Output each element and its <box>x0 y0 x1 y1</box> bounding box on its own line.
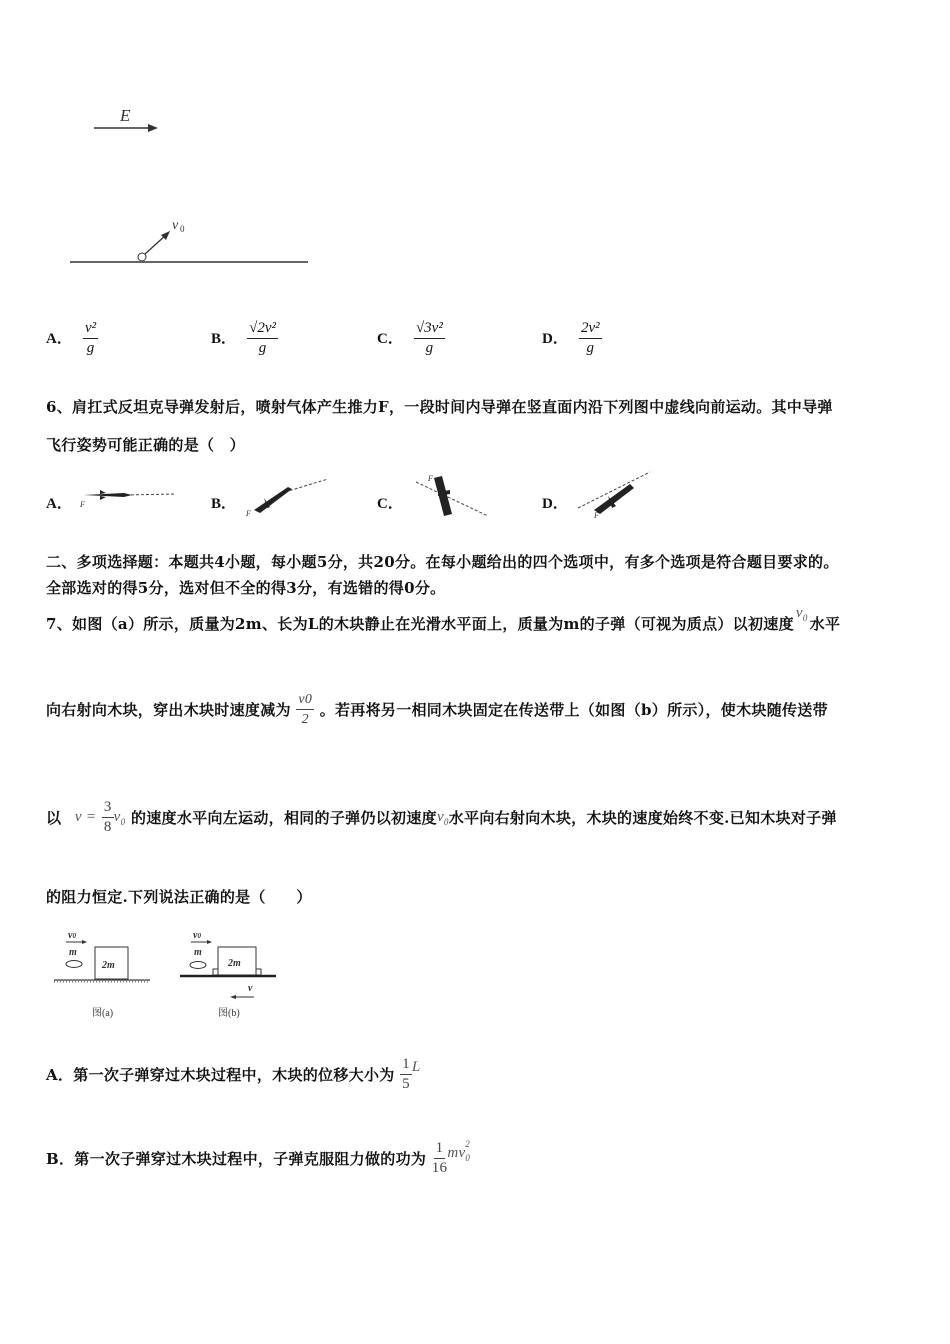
q6-option-a-label[interactable]: A． <box>46 496 72 512</box>
figure-a <box>54 930 150 1019</box>
q6-option-c-label[interactable]: C． <box>377 496 403 512</box>
option-label: A． <box>46 331 72 347</box>
section2-line1: 二、多项选择题：本题共4小题，每小题5分，共20分。在每小题给出的四个选项中，有多个选项是符合题目要求的。 <box>46 553 839 571</box>
q6-question-line1: 6、肩扛式反坦克导弹发射后，喷射气体产生推力F，一段时间内导弹在竖直面内沿下列图中虚线向前运动。其中导弹 <box>46 398 833 416</box>
q6-question-line2: 飞行姿势可能正确的是（ ） <box>46 436 245 454</box>
q6-option-d-label[interactable]: D． <box>542 496 568 512</box>
svg-text:m: m <box>194 947 202 958</box>
q6-missile-a <box>76 478 176 514</box>
q5-option-c[interactable] <box>377 320 445 357</box>
q5-option-b[interactable] <box>211 320 278 357</box>
q7-line4: 的阻力恒定.下列说法正确的是（ ） <box>46 888 312 906</box>
field-label: E <box>120 106 131 125</box>
q5-figure <box>60 95 320 270</box>
svg-text:v0: v0 <box>193 930 201 941</box>
q6-missile-b <box>240 474 330 520</box>
velocity-sub: 0 <box>180 224 185 234</box>
q7-line1: 7、如图（a）所示，质量为2m、长为L的木块静止在光滑水平面上，质量为m的子弹（可视为质点）以初速度$v_0$ 水平 <box>46 605 841 633</box>
option-fraction: $\frac{\text{√2v²}}{g}$ <box>249 320 276 356</box>
option-label: D． <box>542 331 568 347</box>
svg-text:2m: 2m <box>228 958 241 969</box>
q6-missile-c <box>412 470 492 520</box>
q7-option-b[interactable]: B．第一次子弹穿过木块过程中，子弹克服阻力做的功为 $\frac{1}{16}$ $mv_0^2$ <box>46 1138 471 1176</box>
svg-text:F: F <box>246 509 251 518</box>
option-label: C． <box>377 331 403 347</box>
svg-text:v0: v0 <box>68 930 76 941</box>
q6-missile-d <box>574 470 654 520</box>
q5-option-d[interactable] <box>542 320 602 357</box>
charged-ball <box>138 253 146 261</box>
figure-b <box>180 930 276 1019</box>
field-arrowhead <box>148 124 158 132</box>
option-b-fraction: $\frac{1}{16}$ <box>431 1140 448 1176</box>
svg-text:F: F <box>80 500 85 509</box>
option-fraction: $\frac{\text{√3v²}}{g}$ <box>415 320 443 356</box>
option-label: B． <box>211 331 237 347</box>
svg-text:m: m <box>69 947 77 958</box>
q7-figures <box>50 925 290 1025</box>
velocity-label: v <box>172 218 179 233</box>
three-eighths-fraction: $\frac{3}{8}$ <box>103 799 112 835</box>
svg-text:F: F <box>428 474 433 483</box>
half-v0-fraction: $\frac{v0}{2}$ <box>298 692 313 727</box>
svg-text:图(a): 图(a) <box>92 1008 114 1019</box>
svg-text:v: v <box>248 983 253 994</box>
option-fraction: $\frac{\text{v²}}{g}$ <box>84 320 97 356</box>
q6-option-b-label[interactable]: B． <box>211 496 237 512</box>
q7-option-a[interactable]: A．第一次子弹穿过木块过程中，木块的位移大小为 $\frac{1}{5}$ L <box>46 1056 421 1092</box>
q5-option-a[interactable] <box>46 320 98 357</box>
section2-line2: 全部选对的得5分，选对但不全的得3分，有选错的得0分。 <box>46 579 446 597</box>
option-a-fraction: $\frac{1}{5}$ <box>402 1056 410 1092</box>
option-fraction: $\frac{\text{2v²}}{g}$ <box>580 320 600 356</box>
q7-line2: 向右射向木块，穿出木块时速度减为 $\frac{v0}{2}$ 。若再将另一相同木块固定在传送带上（如图（b）所示），使木块随传送带 <box>46 692 828 727</box>
svg-text:F: F <box>594 511 599 520</box>
velocity-arrow <box>145 235 166 254</box>
svg-text:图(b): 图(b) <box>218 1008 240 1019</box>
q7-line3: 以 v = $\frac{3}{8}$ $v_0$ 的速度水平向左运动，相同的子弹仍以初速度$v_0$水平向右射向木块，木块的速度始终不变.已知木块对子弹 <box>46 799 837 835</box>
svg-text:2m: 2m <box>102 960 115 971</box>
